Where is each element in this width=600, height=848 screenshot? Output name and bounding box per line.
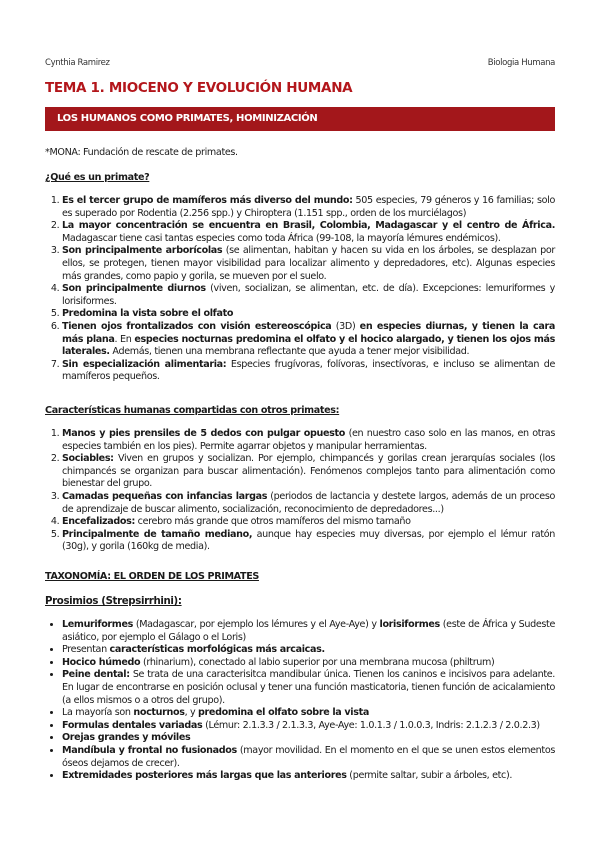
bold-text: especies nocturnas predomina el olfato y el hocico alargado, y tienen los ojos más laterales.: [62, 333, 555, 358]
list-item: [62, 516, 555, 529]
bold-text: Son principalmente diurnos: [62, 283, 206, 295]
list-item: [62, 529, 555, 554]
list-item: [62, 745, 555, 770]
list-item: [62, 195, 555, 220]
list-item: [62, 770, 555, 783]
section3-list: [45, 619, 555, 783]
text: Además, tienen una membrana reflectante que ayuda a tener mejor visibilidad.: [109, 346, 470, 358]
text: 505 especies, 79 géneros y 16 familias; solo es superado por Rodentia (2.256 spp.) y Chiroptera (1.151 spp., orden de los murciélagos): [62, 195, 555, 219]
list-item: [62, 308, 555, 321]
text: (se alimentan, habitan y hacen su vida en los árboles, se desplazan por ellos, se protegen, tienen mayor visibilidad para localizar alimento y depredadores, etc). Algunas especies más grandes, como papio y gorila, se mueven por el suelo.: [62, 245, 555, 282]
bold-text: Peine dental:: [62, 669, 130, 681]
section2-list: [45, 428, 555, 554]
text: (este de África y Sudeste asiático, por ejemplo el Gálago o el Loris): [62, 619, 555, 643]
bold-text: Sociables:: [62, 453, 114, 465]
text: (rhinarium), conectado al labio superior por una membrana mucosa (philtrum): [140, 656, 495, 668]
page-title: TEMA 1. MIOCENO Y EVOLUCIÓN HUMANA: [45, 80, 353, 96]
text: (permite saltar, subir a árboles, etc).: [346, 770, 513, 782]
bold-text: Predomina la vista sobre el olfato: [62, 308, 234, 320]
section3-heading: TAXONOMÍA: EL ORDEN DE LOS PRIMATES: [45, 571, 259, 582]
text: (Lémur: 2.1.3.3 / 2.1.3.3, Aye-Aye: 1.0.1.3 / 1.0.0.3, Indris: 2.1.2.3 / 2.0.2.3): [202, 719, 540, 731]
bold-text: Son principalmente arborícolas: [62, 245, 223, 257]
text: Presentan: [62, 644, 110, 656]
list-item: [62, 245, 555, 283]
list-item: [62, 707, 555, 720]
page-header: [45, 58, 555, 68]
list-item: [62, 220, 555, 245]
list-item: [62, 359, 555, 384]
text: Especies frugívoras, folívoras, insectívoras, e incluso se alimentan de mamíferos pequeños.: [62, 358, 555, 383]
bold-text: lorisiformes: [379, 619, 440, 630]
note: *MONA: Fundación de rescate de primates.: [45, 147, 238, 158]
text: , y: [184, 707, 199, 719]
list-item: [62, 644, 555, 657]
text: (periodos de lactancia y destete largos, además de un proceso de aprendizaje de buscar alimento, socialización, reconocimiento de depredadores...): [62, 490, 555, 515]
text: . En: [114, 333, 135, 345]
text: (Madagascar, por ejemplo los lémures y el Aye-Aye) y: [132, 619, 380, 630]
text: (viven, socializan, se alimentan, etc. de día). Excepciones: lemuriformes y lorisiformes.: [62, 283, 555, 307]
list-item: [62, 428, 555, 453]
text: Viven en grupos y socializan. Por ejemplo, chimpancés y gorilas crean jerarquías sociales (los chimpancés se organizan para buscar alimentación). Fenómenos complejos tanto para alimentación como bienestar del grupo.: [62, 453, 555, 490]
text: cerebro más grande que otros mamíferos del mismo tamaño: [134, 516, 411, 528]
text: (3D): [331, 320, 360, 332]
bold-text: Hocico húmedo: [62, 656, 141, 668]
list-item: [62, 732, 555, 745]
bold-text: predomina el olfato sobre la vista: [198, 707, 369, 719]
bold-text: nocturnos: [133, 707, 185, 719]
bold-text: Extremidades posteriores más largas que las anteriores: [62, 770, 347, 782]
bold-text: Es el tercer grupo de mamíferos más diverso del mundo:: [62, 195, 353, 206]
text: (en nuestro caso solo en las manos, en otras especies también en los pies). Permite agarrar objetos y manipular herramientas.: [62, 428, 555, 452]
bold-text: Sin especialización alimentaria:: [62, 358, 227, 370]
bold-text: en especies diurnas, y tienen la cara más plana: [62, 320, 555, 345]
bold-text: Manos y pies prensiles de 5 dedos con pulgar opuesto: [62, 428, 346, 439]
bold-text: Tienen ojos frontalizados con visión estereoscópica: [62, 320, 332, 332]
section1-list: [45, 195, 555, 384]
bold-text: características morfológicas más arcaicas.: [109, 644, 325, 656]
list-item: [62, 283, 555, 308]
bold-text: Mandíbula y frontal no fusionados: [62, 744, 237, 756]
bold-text: Encefalizados:: [62, 516, 135, 528]
bold-text: Camadas pequeñas con infancias largas: [62, 490, 268, 502]
list-item: [62, 491, 555, 516]
bold-text: La mayor concentración se encuentra en Brasil, Colombia, Madagascar y el centro de África.: [62, 220, 555, 232]
text: (mayor movilidad. En el momento en el que se unen estos elementos óseos dejamos de crecer).: [62, 744, 555, 769]
bold-text: Principalmente de tamaño mediano,: [62, 528, 253, 540]
text: La mayoría son: [62, 707, 134, 719]
section1-heading: ¿Qué es un primate?: [45, 172, 150, 183]
section-banner: LOS HUMANOS COMO PRIMATES, HOMINIZACIÓN: [45, 107, 555, 131]
author-name: Cynthia Ramirez: [45, 58, 110, 68]
bold-text: Formulas dentales variadas: [62, 719, 203, 731]
list-item: [62, 453, 555, 491]
section2-heading: Características humanas compartidas con otros primates:: [45, 405, 340, 416]
list-item: [62, 669, 555, 707]
list-item: [62, 720, 555, 733]
bold-text: Lemuriformes: [62, 619, 133, 630]
subject-name: Biologia Humana: [487, 58, 555, 68]
text: Madagascar tiene casi tantas especies como toda África (99-108, la mayoría lémures endémicos).: [62, 232, 501, 244]
list-item: [62, 619, 555, 644]
list-item: [62, 321, 555, 359]
bold-text: Orejas grandes y móviles: [62, 732, 191, 744]
text: Se trata de una caracterisitca mandibular única. Tienen los caninos e incisivos para adelante. En lugar de encontrarse en posición oclusal y tener una función masticatoria, tienen función de acicalamiento (a ellos mismos o a otros del grupo).: [62, 669, 555, 706]
section3-subheading: Prosimios (Strepsirrhini):: [45, 596, 182, 607]
list-item: [62, 657, 555, 670]
text: aunque hay especies muy diversas, por ejemplo el lémur ratón (30g), y gorila (160kg de media).: [62, 528, 555, 553]
